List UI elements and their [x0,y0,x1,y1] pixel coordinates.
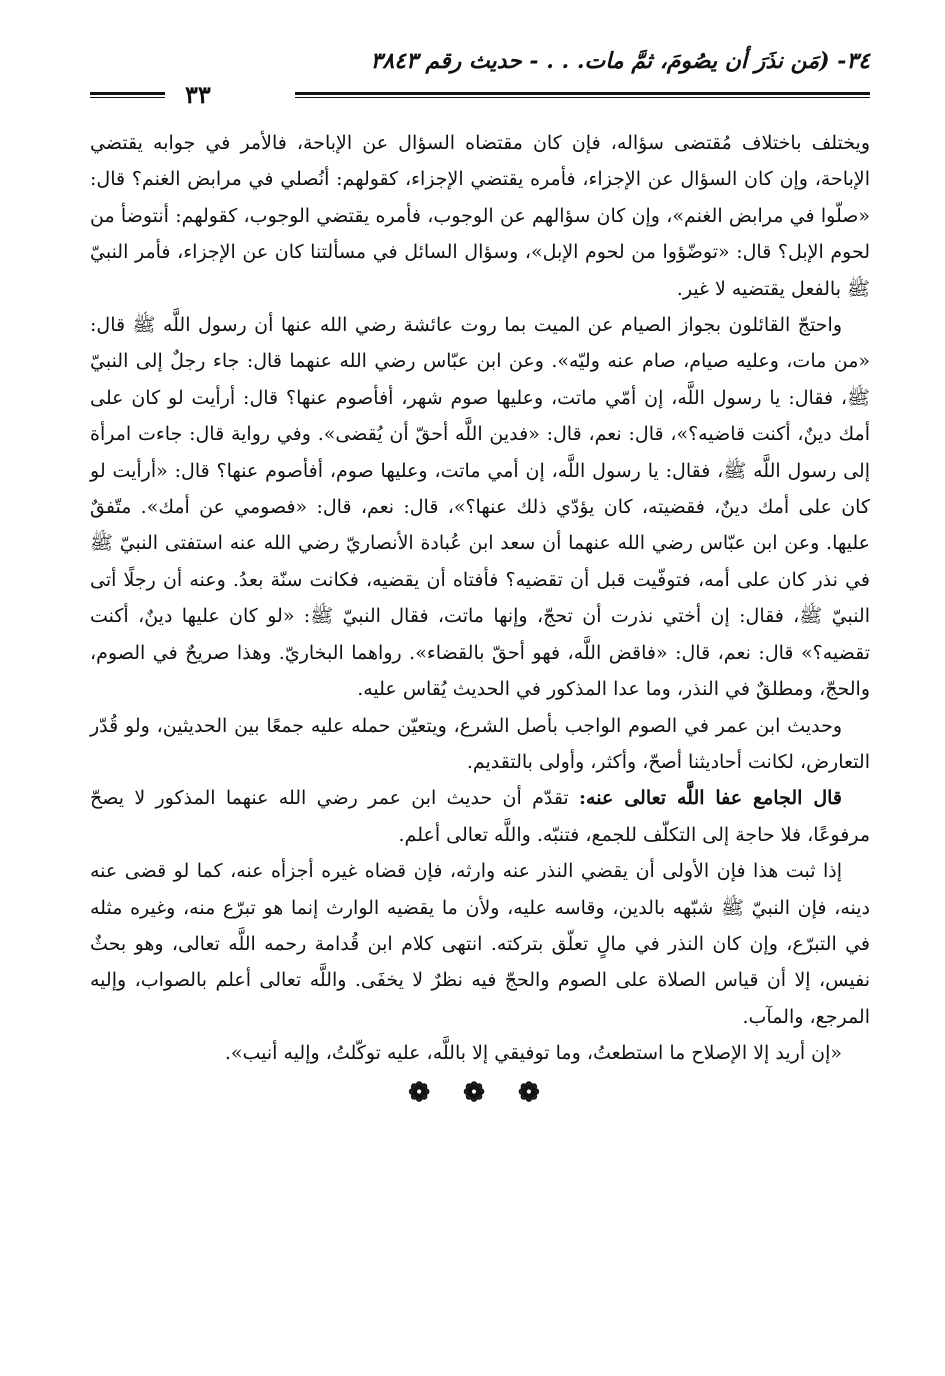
compiler-note-text: تقدّم أن حديث ابن عمر رضي الله عنهما المذكور لا يصحّ مرفوعًا، فلا حاجة إلى التكلّف للجمع، فتنبّه. واللَّه تعالى أعلم. [90,787,870,846]
section-end-ornament: ❁ ❁ ❁ [408,1077,552,1108]
paragraph-4 [90,780,870,853]
page [90,40,870,1340]
page-number: ٣٣ [185,80,211,109]
text-body [90,125,870,1108]
running-head [90,40,870,110]
paragraph-5: إذا ثبت هذا فإن الأولى أن يقضي النذر عنه وارثه، فإن قضاه غيره أجزأه عنه، كما لو قضى عنه دينه، فإن النبيّ ﷺ شبّهه بالدين، وقاسه عليه، ولأن ما يقضيه الوارث إنما هو تبرّع منه، وغيره مثله في التبرّع، وإن كان النذر في مالٍ تعلّق بتركته. انتهى كلام ابن قُدامة رحمه اللَّه تعالى، وهو بحثٌ نفيس، إلا أن قياس الصلاة على الصوم والحجّ فيه نظرٌ لا يخفَى. واللَّه تعالى أعلم بالصواب، وإليه المرجع، والمآب. [90,860,870,1028]
header-rule-short [90,92,165,98]
closing-quote: «إن أريد إلا الإصلاح ما استطعتُ، وما توفيقي إلا باللَّه، عليه توكّلتُ، وإليه أنيب». [224,1042,842,1065]
paragraph-1: ويختلف باختلاف مُقتضى سؤاله، فإن كان مقتضاه السؤال عن الإباحة، فالأمر في جوابه يقتضي الإباحة، وإن كان السؤال عن الإجزاء، فأمره يقتضي الإجزاء، كقولهم: أنُصلي في مرابض الغنم؟ قال: «صلّوا في مرابض الغنم»، وإن كان سؤالهم عن الوجوب، فأمره يقتضي الوجوب، كقولهم: أنتوضأ من لحوم الإبل؟ قال: «توضّؤوا من لحوم الإبل»، وسؤال السائل في مسألتنا كان عن الإجزاء، فأمر النبيّ ﷺ بالفعل يقتضيه لا غير. [90,132,870,300]
header-rule [295,92,870,98]
paragraph-3: وحديث ابن عمر في الصوم الواجب بأصل الشرع، ويتعيّن حمله عليه جمعًا بين الحديثين، ولو قُدّر التعارض، لكانت أحاديثنا أصحّ، وأكثر، وأولى بالتقديم. [90,714,870,773]
running-head-title: ٣٤- (مَن نذَرَ أن يصُومَ، ثمَّ مات. . . - حديث رقم ٣٨٤٣ [370,48,870,74]
compiler-note-lead: قال الجامع عفا اللَّه تعالى عنه: [579,787,842,810]
paragraph-2: واحتجّ القائلون بجواز الصيام عن الميت بما روت عائشة رضي الله عنها أن رسول اللَّه ﷺ قال: «من مات، وعليه صيام، صام عنه وليّه». وعن ابن عبّاس رضي الله عنهما قال: جاء رجلٌ إلى النبيّ ﷺ، فقال: يا رسول اللَّه، إن أمّي ماتت، وعليها صوم شهر، أفأصوم عنها؟ قال: أرأيت لو كان على أمك دينٌ، أكنت قاضيه؟»، قال: نعم، قال: «فدين اللَّه أحقّ أن يُقضى». وفي رواية قال: جاءت امرأة إلى رسول اللَّه ﷺ، فقال: يا رسول اللَّه، إن أمي ماتت، وعليها صوم، أفأصوم عنها؟ قال: «أرأيت لو كان على أمك دينٌ، فقضيته، كان يؤدّي ذلك عنها؟»، قال: نعم، قال: «فصومي عن أمك». متّفقٌ عليها. وعن ابن عبّاس رضي الله عنهما أن سعد ابن عُبادة الأنصاريّ رضي الله عنه استفتى النبيّ ﷺ في نذر كان على أمه، فتوفّيت قبل أن تقضيه؟ فأفتاه أن يقضيه، فكانت سنّة بعدُ. وعنه أن رجلًا أتى النبيّ ﷺ، فقال: إن أختي نذرت أن تحجّ، وإنها ماتت، فقال النبيّ ﷺ: «لو كان عليها دينٌ، أكنت تقضيه؟» قال: نعم، قال: «فاقض اللَّه، فهو أحقّ بالقضاء». رواهما البخاريّ. وهذا صريحٌ في الصوم، والحجّ، ومطلقٌ في النذر، وما عدا المذكور في الحديث يُقاس عليه. [90,314,870,701]
